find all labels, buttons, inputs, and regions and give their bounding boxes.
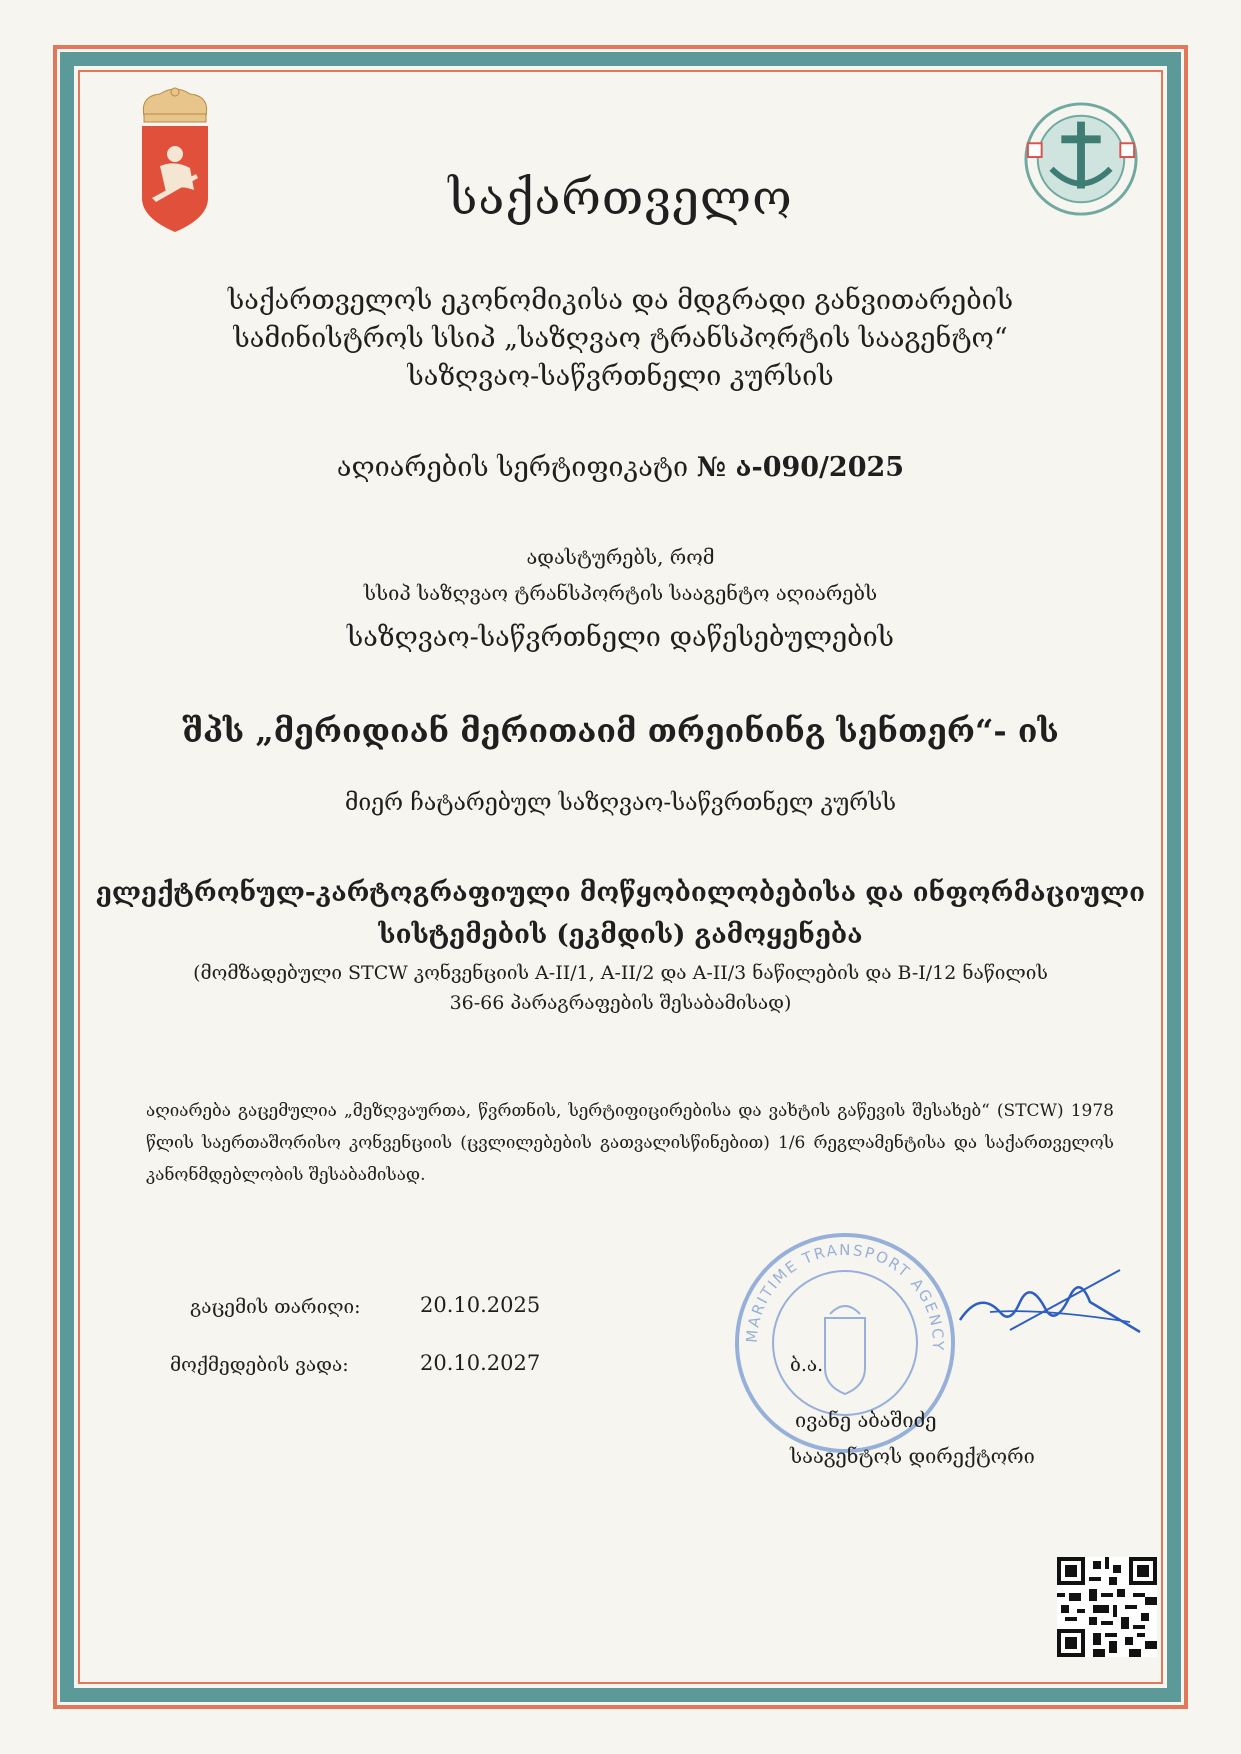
ministry-line-1: საქართველოს ეკონომიკისა და მდგრადი განვითარების — [227, 285, 1014, 316]
country-title: საქართველო — [448, 170, 793, 226]
institution-line: საზღვაო-საწვრთნელი დაწესებულების — [346, 622, 895, 653]
course-note-line-1: (მომზადებული STCW კონვენციის A-II/1, A-II/2 და A-II/3 ნაწილების და B-I/12 ნაწილის — [193, 962, 1048, 984]
validity-date-label — [170, 1354, 349, 1376]
course-note — [0, 958, 1241, 1018]
course-note-line-2: 36-66 პარაგრაფების შესაბამისად) — [449, 992, 792, 1014]
legal-paragraph: აღიარება გაცემულია „მეზღვაურთა, წვრთნის, სერტიფიცირებისა და ვახტის გაწევის შესახებ“ (STCW) 1978 წლის საერთაშორისო კონვენციის (ცვლილებების გათვალისწინებით) 1/6 რეგლამენტისა და საქართველოს კანონმდებლობის შესაბამისად. — [146, 1101, 1114, 1185]
director-title: სააგენტოს დირექტორი — [790, 1444, 1035, 1468]
validity-date-value: 20.10.2027 — [420, 1351, 541, 1375]
certificate-title — [0, 452, 1241, 483]
issue-date-value: 20.10.2025 — [420, 1293, 541, 1317]
course-title-line-2: სისტემების (ეკმდის) გამოყენება — [378, 920, 863, 950]
confirm-line-1: ადასტურებს, რომ — [526, 545, 715, 569]
director-signature-icon — [950, 1250, 1150, 1360]
confirm-block — [0, 539, 1241, 611]
issue-date-label-text: გაცემის თარიღი: — [190, 1296, 361, 1318]
certificate-number: № ა-090/2025 — [696, 452, 905, 483]
director-name: ივანე აბაშიძე — [795, 1408, 937, 1432]
certificate-label: აღიარების სერტიფიკატი — [336, 452, 689, 483]
issue-date-label — [190, 1296, 361, 1318]
confirm-line-2: სსიპ საზღვაო ტრანსპორტის სააგენტო აღიარებს — [363, 581, 878, 605]
course-title — [0, 872, 1241, 956]
training-center-name: შპს „მერიდიან მერითაიმ თრეინინგ სენთერ“- ის — [182, 712, 1059, 750]
course-title-line-1: ელექტრონულ-კარტოგრაფიული მოწყობილობებისა და ინფორმაციული — [95, 878, 1146, 908]
ministry-block — [0, 282, 1241, 396]
stamp-text: MARITIME TRANSPORT AGENCY — [742, 1240, 948, 1353]
conducted-by-line: მიერ ჩატარებულ საზღვაო-საწვრთნელ კურსს — [344, 790, 897, 816]
ministry-line-3: საზღვაო-საწვრთნელი კურსის — [407, 361, 834, 392]
ministry-line-2: სამინისტროს სსიპ „საზღვაო ტრანსპორტის სააგენტო“ — [233, 323, 1008, 354]
qr-code-icon — [1057, 1557, 1157, 1657]
place-of-stamp: ბ.ა. — [790, 1354, 824, 1376]
validity-date-label-text: მოქმედების ვადა: — [170, 1354, 349, 1376]
